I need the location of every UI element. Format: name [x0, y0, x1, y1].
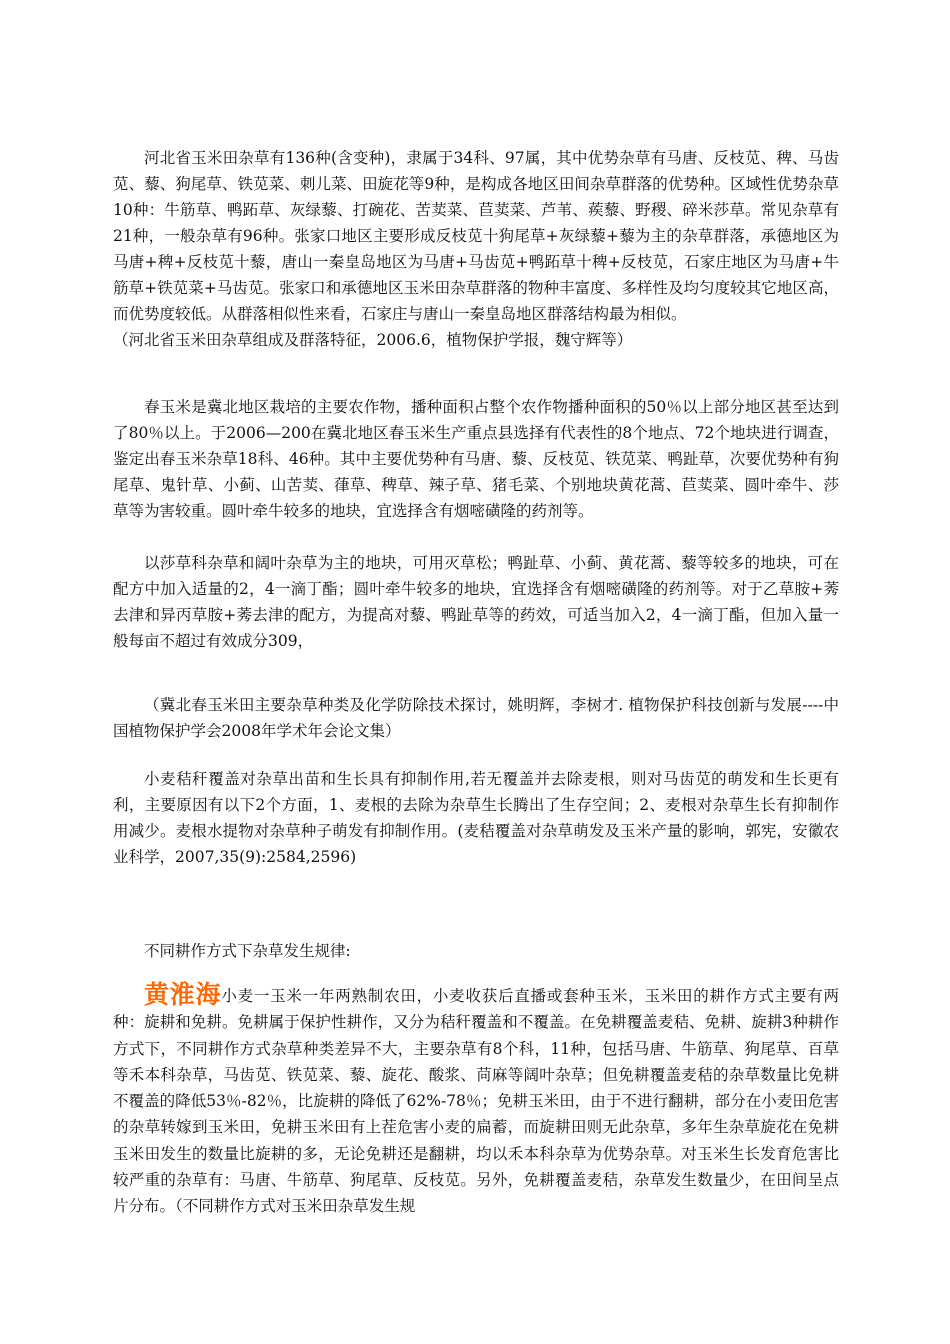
paragraph-text: 河北省玉米田杂草有136种(含变种)，隶属于34科、97属，其中优势杂草有马唐、反枝苋、稗、马齿苋、藜、狗尾草、铁苋菜、刺儿菜、田旋花等9种，是构成各地区田间杂草群落的优势种。区域性优势杂草10种：牛筋草、鸭跖草、灰绿藜、打碗花、苦荬菜、苣荬菜、芦苇、蒺藜、野稷、碎米莎草。常见杂草有21种，一般杂草有96种。张家口地区主要形成反枝苋十狗尾草+灰绿藜+藜为主的杂草群落，承德地区为马唐+稗+反枝苋十藜，唐山一秦皇岛地区为马唐+马齿苋+鸭跖草十稗+反枝苋，石家庄地区为马唐+牛筋草+铁苋菜+马齿苋。张家口和承德地区玉米田杂草群落的物种丰富度、多样性及均匀度较其它地区高，而优势度较低。从群落相似性来看，石家庄与唐山一秦皇岛地区群落结构最为相似。 [113, 149, 839, 323]
paragraph-text: 小麦秸秆覆盖对杂草出苗和生长具有抑制作用,若无覆盖并去除麦根，则对马齿苋的萌发和生长更有利，主要原因有以下2个方面，1、麦根的去除为杂草生长腾出了生存空间；2、麦根对杂草生长有抑制作用减少。麦根水提物对杂草种子萌发有抑制作用。(麦秸覆盖对杂草萌发及玉米产量的影响，郭宪，安徽农业科学，2007,35(9):2584,2596) [113, 770, 839, 866]
section-heading [113, 938, 839, 964]
citation: （冀北春玉米田主要杂草种类及化学防除技术探讨，姚明辉，李树才. 植物保护科技创新与发展----中国植物保护学会2008年学术年会论文集） [113, 696, 839, 740]
paragraph-weed-composition-hebei [113, 145, 839, 353]
paragraph-wheat-straw-mulch [113, 766, 839, 870]
paragraph-text: 小麦一玉米一年两熟制农田，小麦收获后直播或套种玉米，玉米田的耕作方式主要有两种：旋耕和免耕。免耕属于保护性耕作，又分为秸秆覆盖和不覆盖。在免耕覆盖麦秸、免耕、旋耕3种耕作方式下，不同耕作方式杂草种类差异不大，主要杂草有8个科，11种，包括马唐、牛筋草、狗尾草、百草等禾本科杂草，马齿苋、铁苋菜、藜、旋花、酸浆、苘麻等阔叶杂草；但免耕覆盖麦秸的杂草数量比免耕不覆盖的降低53％-82％，比旋耕的降低了62%-78％；免耕玉米田，由于不进行翻耕，部分在小麦田危害的杂草转嫁到玉米田，免耕玉米田有上茬危害小麦的扁蓄，而旋耕田则无此杂草，多年生杂草旋花在免耕玉米田发生的数量比旋耕的多，无论免耕还是翻耕，均以禾本科杂草为优势杂草。对玉米生长发育危害比较严重的杂草有：马唐、牛筋草、狗尾草、反枝苋。另外，免耕覆盖麦秸，杂草发生数量少，在田间呈点片分布。（不同耕作方式对玉米田杂草发生规 [113, 987, 839, 1216]
highlight-region-name: 黄淮海 [144, 980, 222, 1009]
paragraph-text: 以莎草科杂草和阔叶杂草为主的地块，可用灭草松；鸭趾草、小蓟、黄花蒿、藜等较多的地块，可在配方中加入适量的2，4一滴丁酯；圆叶牵牛较多的地块，宜选择含有烟嘧磺隆的药剂等。对于乙草胺+莠去津和异丙草胺+莠去津的配方，为提高对藜、鸭趾草等的药效，可适当加入2，4一滴丁酯，但加入量一般每亩不超过有效成分309， [113, 554, 839, 650]
citation: （河北省玉米田杂草组成及群落特征，2006.6，植物保护学报，魏守辉等） [113, 331, 633, 349]
paragraph-spring-corn-north-hebei [113, 394, 839, 524]
heading-text: 不同耕作方式下杂草发生规律: [144, 942, 351, 960]
citation-block [113, 692, 839, 744]
paragraph-tillage-huanghuaihai [113, 982, 839, 1220]
paragraph-herbicide-advice [113, 550, 839, 654]
paragraph-text: 春玉米是冀北地区栽培的主要农作物，播种面积占整个农作物播种面积的50％以上部分地区甚至达到了80％以上。于2006—200在冀北地区春玉米生产重点县选择有代表性的8个地点、72个地块进行调查，鉴定出春玉米杂草18科、46种。其中主要优势种有马唐、藜、反枝苋、铁苋菜、鸭趾草，次要优势种有狗尾草、鬼针草、小蓟、山苦荬、葎草、稗草、辣子草、猪毛菜、个别地块黄花蒿、苣荬菜、圆叶牵牛、莎草等为害较重。圆叶牵牛较多的地块，宜选择含有烟嘧磺隆的药剂等。 [113, 398, 839, 520]
